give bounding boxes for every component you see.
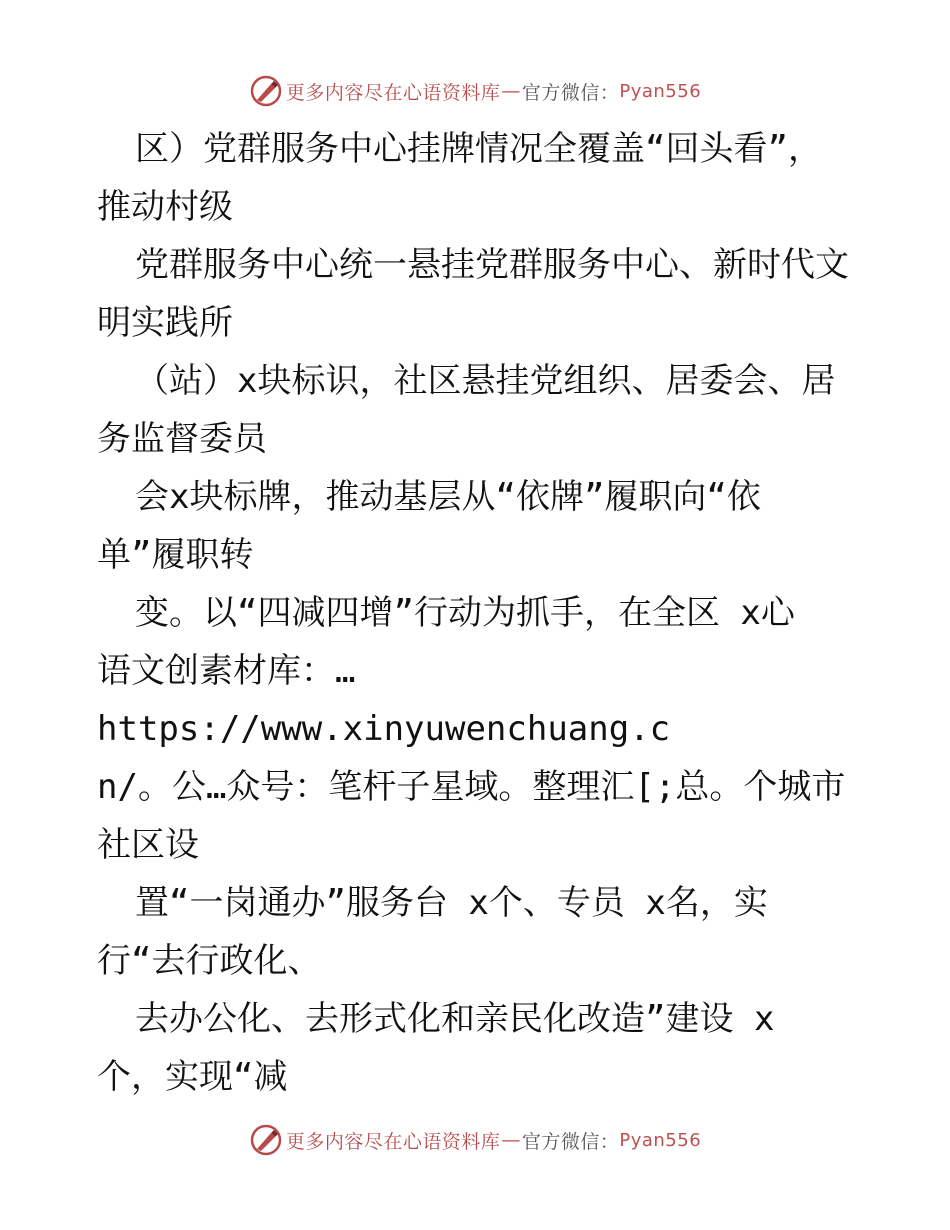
header-banner bbox=[0, 71, 950, 111]
header-slogan: 更多内容尽在心语资料库 bbox=[285, 81, 501, 104]
body-line: 务监督委员 bbox=[97, 419, 267, 459]
footer-dash: — bbox=[501, 1129, 521, 1151]
body-line: 单”履职转 bbox=[97, 535, 254, 575]
body-line: 个，实现“减 bbox=[97, 1057, 288, 1097]
body-line: 明实践所 bbox=[97, 303, 233, 343]
body-line: 党群服务中心统一悬挂党群服务中心、新时代文 bbox=[135, 245, 849, 285]
body-line: 变。以“四减四增”行动为抓手，在全区 x心 bbox=[135, 593, 795, 633]
body-line: 区）党群服务中心挂牌情况全覆盖“回头看”， bbox=[135, 129, 822, 169]
body-line: 社区设 bbox=[97, 825, 199, 865]
header-dash: — bbox=[501, 80, 521, 102]
body-line: 会x块标牌，推动基层从“依牌”履职向“依 bbox=[135, 477, 761, 517]
pen-logo-icon bbox=[249, 74, 283, 108]
footer-wechat-id: Pyan556 bbox=[619, 1129, 702, 1151]
footer-slogan: 更多内容尽在心语资料库 bbox=[285, 1130, 501, 1153]
body-line: 行“去行政化、 bbox=[97, 941, 322, 981]
footer-wechat-label: 官方微信： bbox=[521, 1130, 620, 1153]
body-line: n/。公…众号：笔杆子星域。整理汇[;总。个城市 bbox=[97, 767, 846, 807]
footer-banner bbox=[0, 1120, 950, 1160]
body-line: 语文创素材库：…https://www.xinyuwenchuang.c bbox=[97, 651, 671, 749]
header-wechat-label: 官方微信： bbox=[521, 81, 620, 104]
body-line: 去办公化、去形式化和亲民化改造”建设 x bbox=[135, 999, 775, 1039]
body-line: 置“一岗通办”服务台 x个、专员 x名，实 bbox=[135, 883, 768, 923]
pen-logo-icon bbox=[249, 1123, 283, 1157]
body-line: （站）x块标识，社区悬挂党组织、居委会、居 bbox=[135, 361, 836, 401]
document-body bbox=[97, 120, 867, 1106]
body-line: 推动村级 bbox=[97, 187, 233, 227]
header-wechat-id: Pyan556 bbox=[619, 80, 702, 102]
